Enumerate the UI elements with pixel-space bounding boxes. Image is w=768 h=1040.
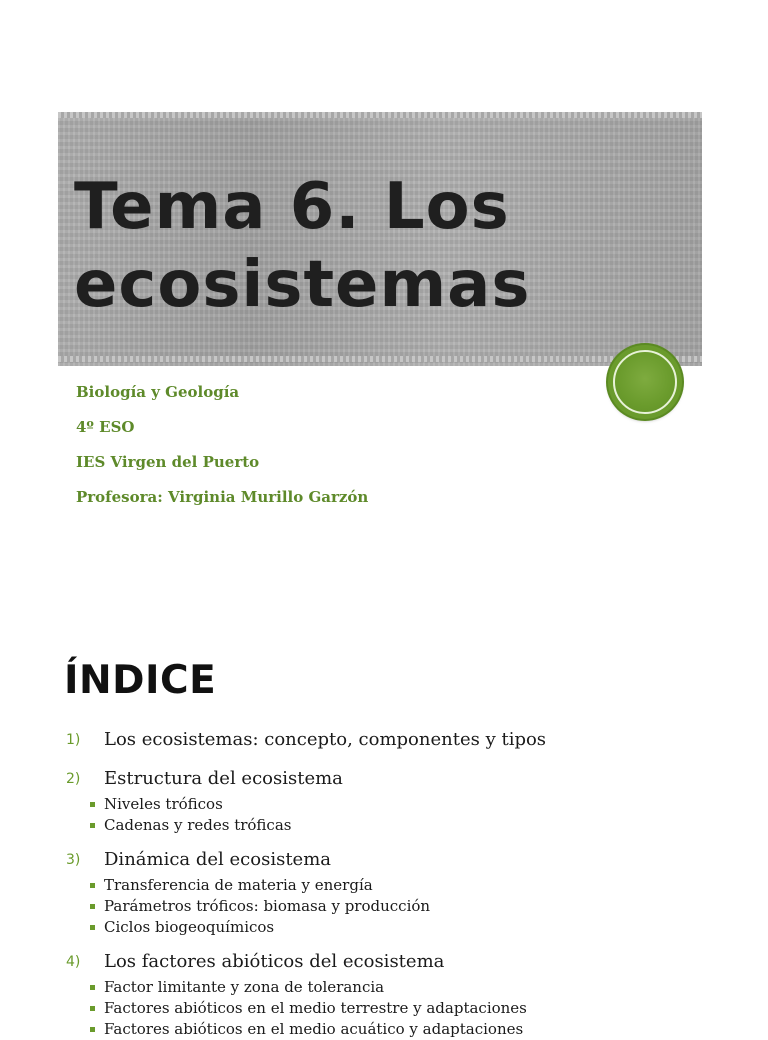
toc-label: Estructura del ecosistema bbox=[104, 768, 343, 789]
toc-number: 4) bbox=[66, 954, 81, 970]
toc-item-2 bbox=[0, 764, 768, 836]
index-slide bbox=[0, 580, 768, 1038]
sub-label: Factores abióticos en el medio terrestre y adaptaciones bbox=[104, 999, 527, 1017]
square-bullet-icon bbox=[90, 823, 95, 828]
toc-sublist bbox=[0, 794, 768, 836]
toc-subitem bbox=[0, 1019, 768, 1040]
green-circle-badge-icon bbox=[608, 345, 682, 419]
square-bullet-icon bbox=[90, 904, 95, 909]
sub-label: Transferencia de materia y energía bbox=[104, 876, 373, 894]
title-line-2: ecosistemas bbox=[74, 248, 531, 322]
sub-label: Factor limitante y zona de tolerancia bbox=[104, 978, 385, 996]
title-line-1: Tema 6. Los bbox=[74, 170, 510, 244]
subtitle-teacher: Profesora: Virginia Murillo Garzón bbox=[76, 488, 369, 506]
toc-subitem bbox=[0, 896, 768, 917]
toc-sublist bbox=[0, 977, 768, 1040]
toc-subitem bbox=[0, 875, 768, 896]
toc-number: 2) bbox=[66, 771, 81, 787]
subtitle-list bbox=[76, 382, 368, 522]
table-of-contents bbox=[0, 725, 768, 1040]
toc-item-3 bbox=[0, 845, 768, 938]
toc-item-4 bbox=[0, 947, 768, 1040]
square-bullet-icon bbox=[90, 985, 95, 990]
band-bottom-stripe bbox=[58, 356, 702, 362]
toc-subitem bbox=[0, 917, 768, 938]
badge-ring bbox=[613, 350, 677, 414]
main-title bbox=[74, 168, 674, 324]
toc-number: 3) bbox=[66, 852, 81, 868]
toc-number: 1) bbox=[66, 732, 81, 748]
square-bullet-icon bbox=[90, 1027, 95, 1032]
square-bullet-icon bbox=[90, 802, 95, 807]
sub-label: Factores abióticos en el medio acuático y adaptaciones bbox=[104, 1020, 524, 1038]
toc-subitem bbox=[0, 794, 768, 815]
subtitle-grade: 4º ESO bbox=[76, 418, 135, 436]
toc-label: Los factores abióticos del ecosistema bbox=[104, 951, 445, 972]
subtitle-subject: Biología y Geología bbox=[76, 383, 240, 401]
index-title: ÍNDICE bbox=[64, 658, 217, 703]
sub-label: Parámetros tróficos: biomasa y producción bbox=[104, 897, 431, 915]
square-bullet-icon bbox=[90, 925, 95, 930]
sub-label: Cadenas y redes tróficas bbox=[104, 816, 292, 834]
square-bullet-icon bbox=[90, 883, 95, 888]
toc-sublist bbox=[0, 875, 768, 938]
toc-label: Los ecosistemas: concepto, componentes y tipos bbox=[104, 729, 547, 750]
toc-label: Dinámica del ecosistema bbox=[104, 849, 332, 870]
sub-label: Niveles tróficos bbox=[104, 795, 223, 813]
toc-item-1 bbox=[0, 725, 768, 755]
subtitle-school: IES Virgen del Puerto bbox=[76, 453, 260, 471]
band-top-stripe bbox=[58, 112, 702, 118]
toc-subitem bbox=[0, 815, 768, 836]
sub-label: Ciclos biogeoquímicos bbox=[104, 918, 275, 936]
toc-subitem bbox=[0, 977, 768, 998]
square-bullet-icon bbox=[90, 1006, 95, 1011]
toc-subitem bbox=[0, 998, 768, 1019]
